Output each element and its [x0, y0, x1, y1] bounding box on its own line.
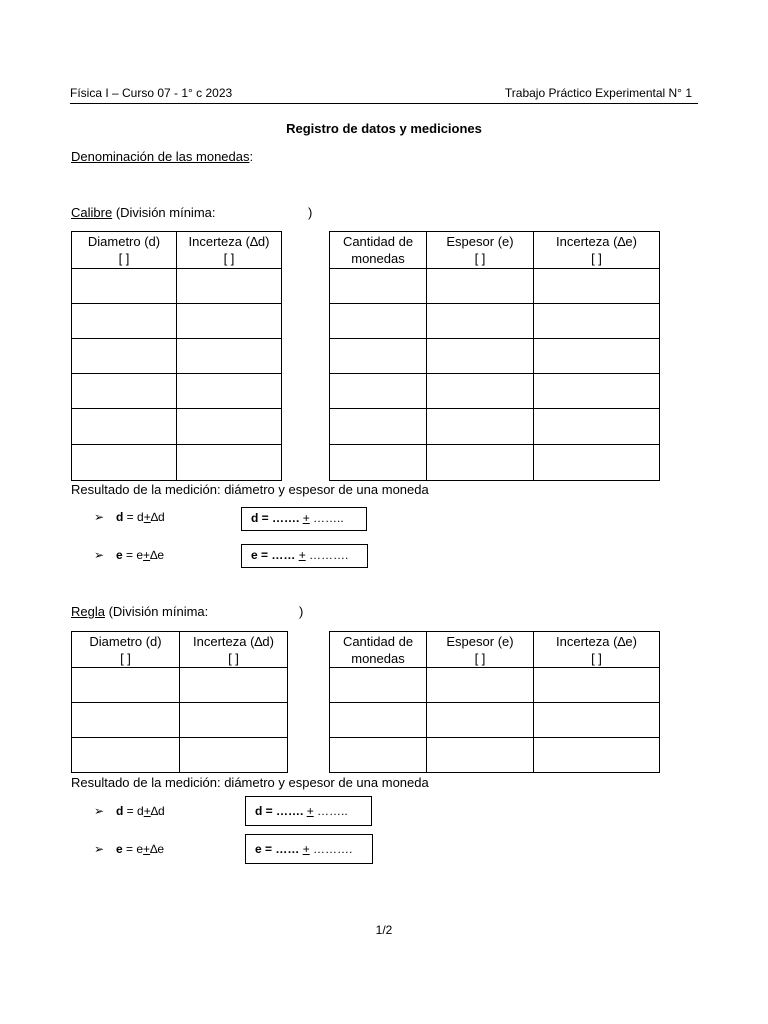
formula-d-calibre: d = d+∆d: [116, 510, 165, 524]
table-cell[interactable]: [330, 445, 427, 481]
table-cell[interactable]: [534, 269, 660, 304]
denominacion-text: Denominación de las monedas: [71, 149, 250, 164]
arrow-bullet-icon: ➢: [94, 548, 105, 562]
table-cell[interactable]: [72, 703, 180, 738]
col-header-incerteza-d: Incerteza (∆d) [ ]: [180, 632, 288, 668]
table-cell[interactable]: [427, 703, 534, 738]
table-cell[interactable]: [427, 339, 534, 374]
table-cell[interactable]: [330, 409, 427, 445]
table-cell[interactable]: [330, 668, 427, 703]
regla-label: Regla: [71, 604, 105, 619]
regla-close-paren: ): [299, 604, 304, 619]
table-cell[interactable]: [427, 668, 534, 703]
regla-division: (División mínima:: [108, 604, 209, 619]
col-header-incerteza-e: Incerteza (∆e) [ ]: [534, 232, 660, 269]
calibre-label: Calibre: [71, 205, 113, 220]
regla-heading: [71, 604, 208, 619]
table-cell[interactable]: [180, 668, 288, 703]
result-box-d-regla[interactable]: d = ……. + ……..: [245, 796, 372, 826]
table-cell[interactable]: [534, 738, 660, 773]
table-cell[interactable]: [180, 738, 288, 773]
table-cell[interactable]: [534, 445, 660, 481]
result-box-e-calibre[interactable]: e = …… + ……….: [241, 544, 368, 568]
header-rule: [70, 103, 698, 104]
table-cell[interactable]: [177, 269, 282, 304]
col-header-espesor: Espesor (e) [ ]: [427, 232, 534, 269]
col-header-cantidad: Cantidad de monedas: [330, 632, 427, 668]
table-cell[interactable]: [534, 668, 660, 703]
table-cell[interactable]: [177, 409, 282, 445]
col-header-incerteza-d: Incerteza (∆d) [ ]: [177, 232, 282, 269]
table-cell[interactable]: [72, 738, 180, 773]
table-cell[interactable]: [330, 738, 427, 773]
table-cell[interactable]: [330, 304, 427, 339]
table-cell[interactable]: [534, 339, 660, 374]
header-course: Física I – Curso 07 - 1° c 2023: [70, 86, 233, 100]
col-header-espesor: Espesor (e) [ ]: [427, 632, 534, 668]
regla-thickness-table: [329, 631, 660, 773]
regla-diameter-table: [71, 631, 288, 773]
table-cell[interactable]: [330, 339, 427, 374]
table-cell[interactable]: [177, 339, 282, 374]
table-cell[interactable]: [534, 304, 660, 339]
calibre-division: (División mínima:: [115, 205, 216, 220]
page-title: Registro de datos y mediciones: [286, 121, 482, 136]
table-cell[interactable]: [177, 374, 282, 409]
calibre-diameter-table: [71, 231, 282, 481]
formula-e-calibre: e = e+∆e: [116, 548, 165, 562]
formula-d-regla: d = d+∆d: [116, 804, 165, 818]
table-cell[interactable]: [427, 304, 534, 339]
arrow-bullet-icon: ➢: [94, 842, 105, 856]
table-cell[interactable]: [72, 304, 177, 339]
table-cell[interactable]: [330, 703, 427, 738]
result-box-d-calibre[interactable]: d = ……. + ……..: [241, 507, 367, 531]
table-cell[interactable]: [534, 703, 660, 738]
col-header-diametro: Diametro (d) [ ]: [72, 232, 177, 269]
result-box-e-regla[interactable]: e = …… + ……….: [245, 834, 373, 864]
table-cell[interactable]: [72, 339, 177, 374]
formula-e-regla: e = e+∆e: [116, 842, 165, 856]
table-cell[interactable]: [72, 409, 177, 445]
table-cell[interactable]: [72, 668, 180, 703]
table-cell[interactable]: [72, 445, 177, 481]
table-cell[interactable]: [427, 269, 534, 304]
table-cell[interactable]: [72, 374, 177, 409]
table-cell[interactable]: [330, 269, 427, 304]
table-cell[interactable]: [180, 703, 288, 738]
table-cell[interactable]: [427, 374, 534, 409]
table-cell[interactable]: [534, 374, 660, 409]
table-cell[interactable]: [534, 409, 660, 445]
table-cell[interactable]: [72, 269, 177, 304]
calibre-thickness-table: [329, 231, 660, 481]
calibre-heading: [71, 205, 216, 220]
denominacion-label: [71, 149, 253, 164]
table-cell[interactable]: [427, 409, 534, 445]
col-header-incerteza-e: Incerteza (∆e) [ ]: [534, 632, 660, 668]
arrow-bullet-icon: ➢: [94, 510, 105, 524]
resultado-label-regla: Resultado de la medición: diámetro y espesor de una moneda: [71, 775, 429, 790]
col-header-diametro: Diametro (d) [ ]: [72, 632, 180, 668]
resultado-label-calibre: Resultado de la medición: diámetro y espesor de una moneda: [71, 482, 429, 497]
table-cell[interactable]: [427, 738, 534, 773]
calibre-close-paren: ): [308, 205, 313, 220]
table-cell[interactable]: [177, 445, 282, 481]
table-cell[interactable]: [427, 445, 534, 481]
header-practical: Trabajo Práctico Experimental N° 1: [504, 86, 692, 100]
col-header-cantidad: Cantidad de monedas: [330, 232, 427, 269]
page-number: 1/2: [375, 923, 393, 937]
table-cell[interactable]: [177, 304, 282, 339]
table-cell[interactable]: [330, 374, 427, 409]
denominacion-colon: :: [249, 149, 254, 164]
arrow-bullet-icon: ➢: [94, 804, 105, 818]
